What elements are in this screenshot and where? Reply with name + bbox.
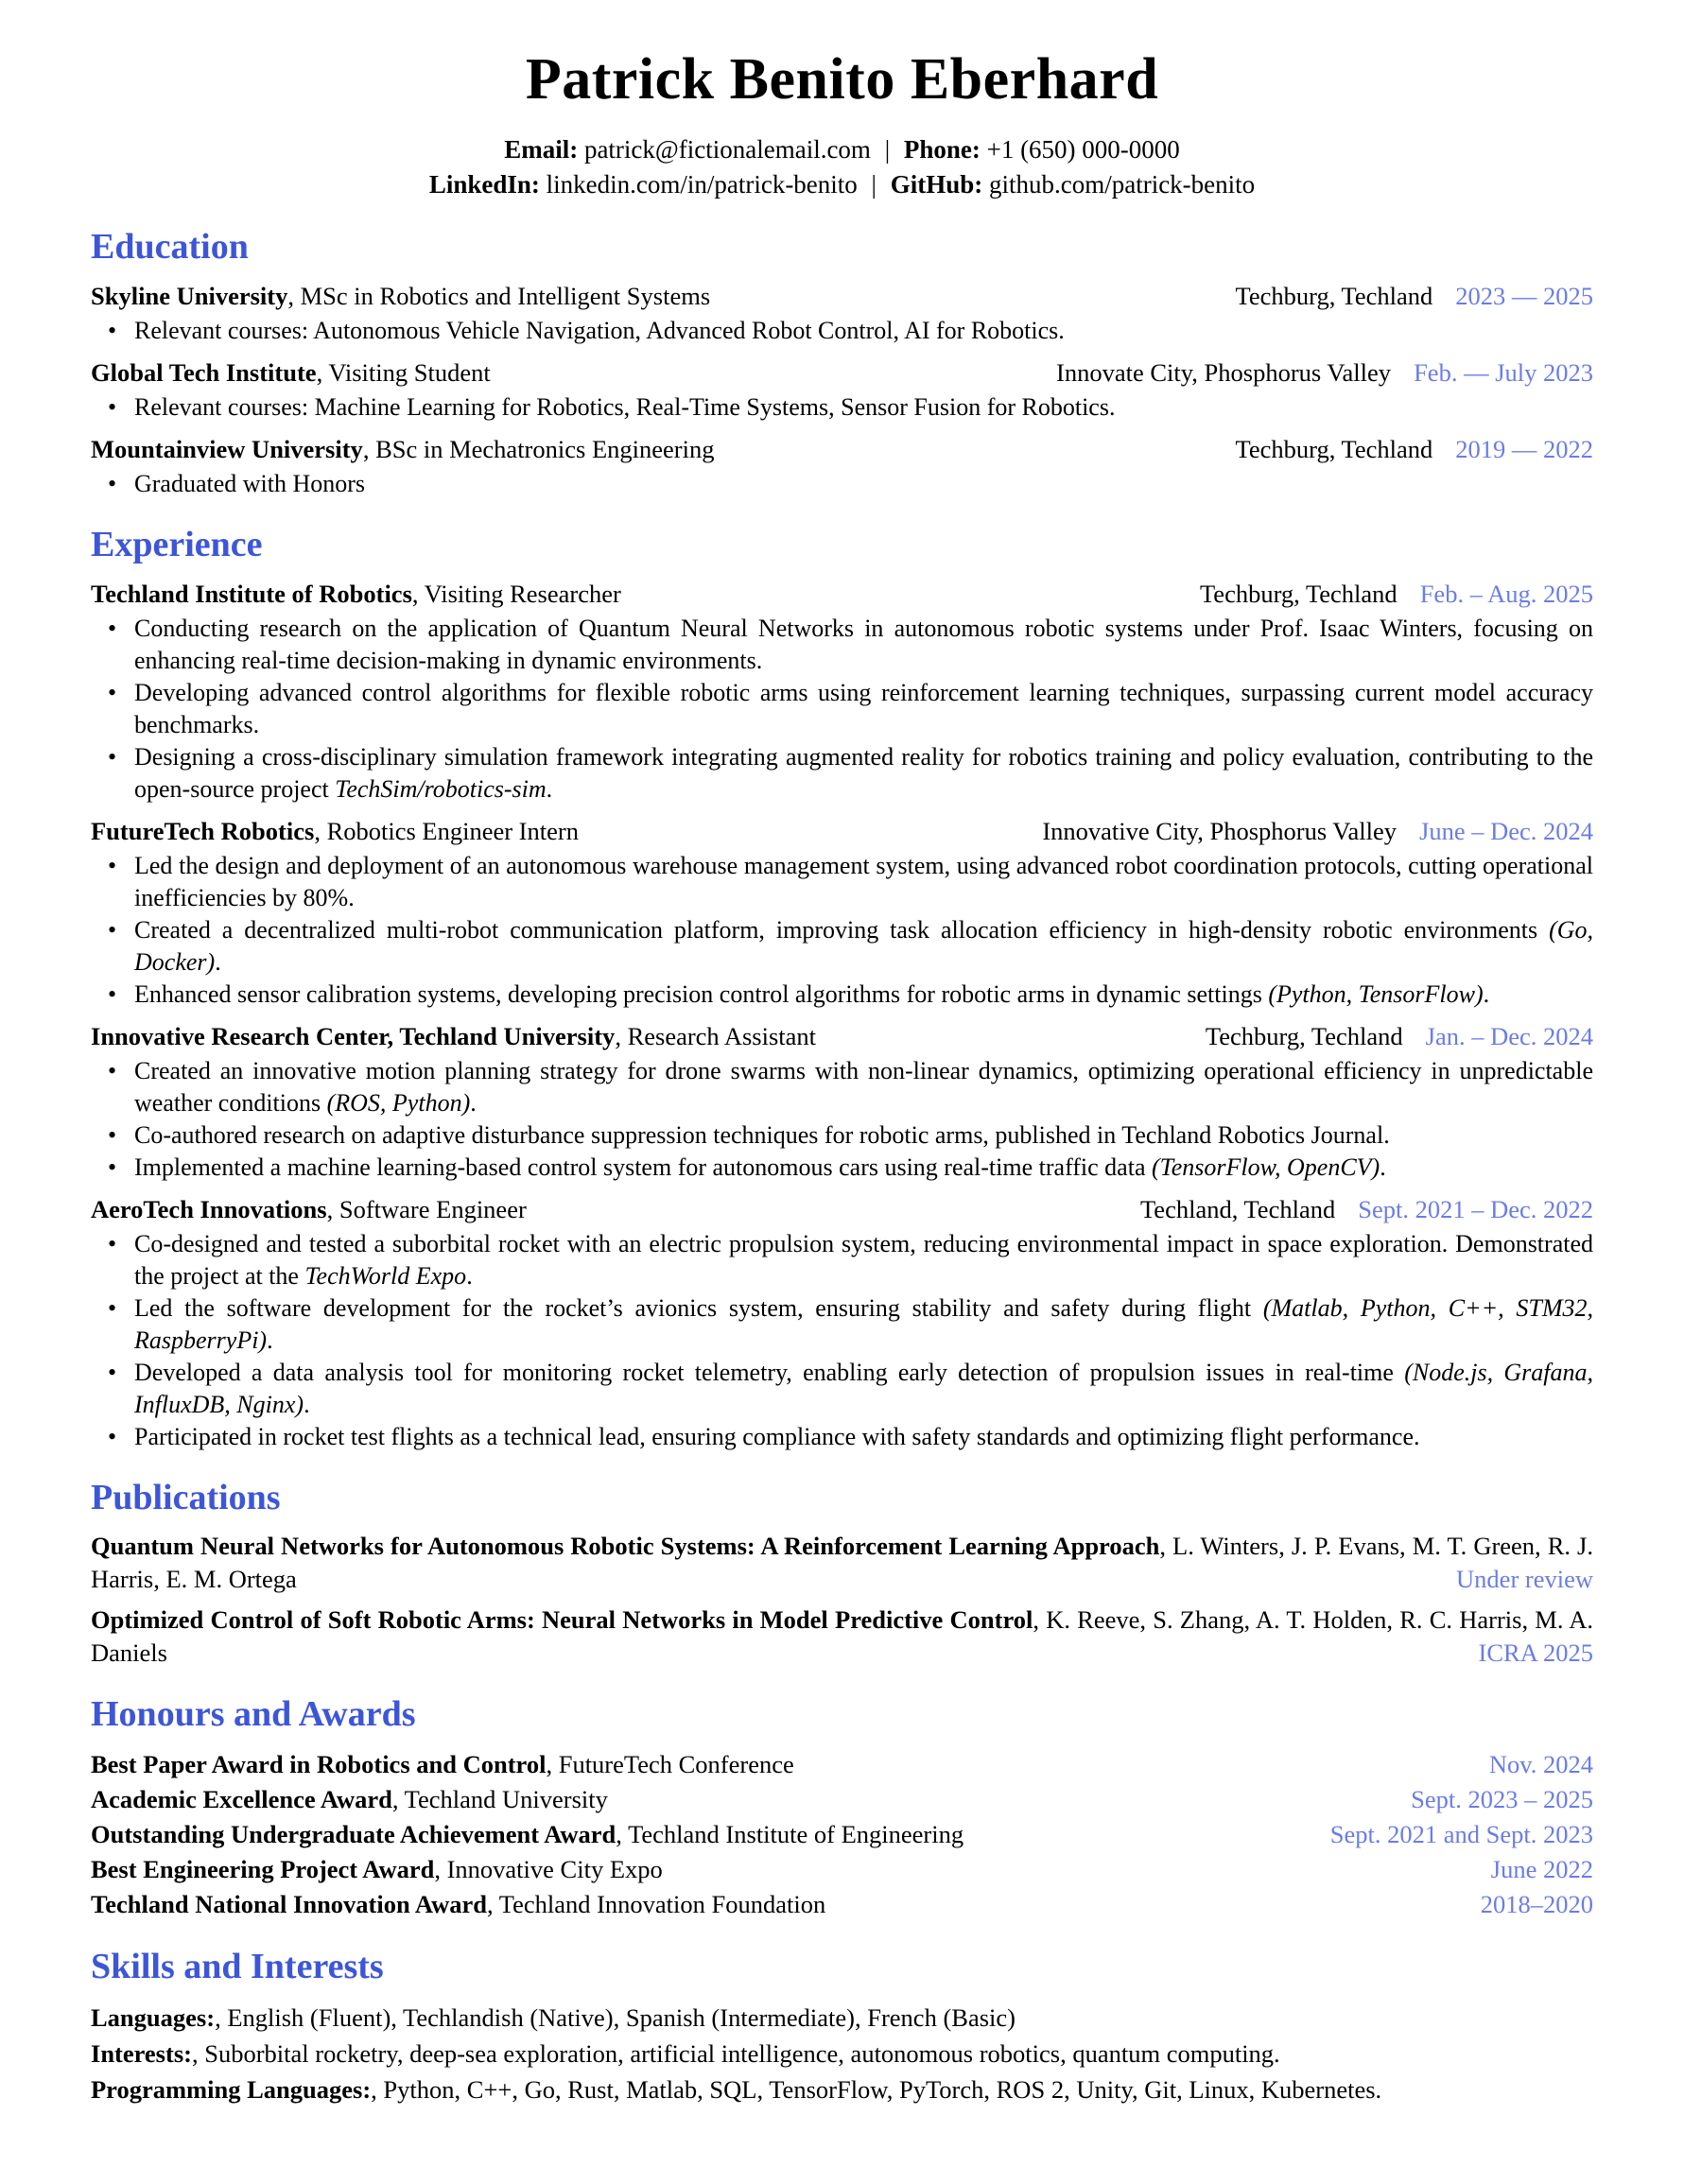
entry-meta: [1187, 1020, 1593, 1053]
entry-meta: [1217, 280, 1593, 313]
bullet-list: [91, 468, 1593, 500]
bullet-text: TechSim/robotics-sim: [335, 774, 547, 803]
award-row: [91, 1887, 1593, 1922]
bullet-item: [91, 741, 1593, 806]
bullet-item: [91, 391, 1593, 424]
entry: [91, 815, 1593, 1011]
entry-title: [91, 356, 491, 390]
entry: [91, 1193, 1593, 1453]
publication-item: [91, 1530, 1593, 1596]
section-title-awards: Honours and Awards: [91, 1694, 416, 1735]
bullet-text: Relevant courses: Machine Learning for Robotics, Real-Time Systems, Sensor Fusion for Robotics.: [134, 392, 1116, 421]
entry-organization: Skyline University: [91, 281, 288, 310]
skill-row: [91, 2071, 1593, 2107]
linkedin-label: LinkedIn:: [428, 170, 540, 199]
bullet-item: [91, 1152, 1593, 1184]
award-row: [91, 1747, 1593, 1782]
awards-items: [91, 1747, 1593, 1922]
bullet-item: [91, 315, 1593, 347]
publication-authors: , K. Reeve, S. Zhang, A. T. Holden, R. C. Harris, M. A. Daniels: [91, 1605, 1593, 1668]
publication-title: Quantum Neural Networks for Autonomous Robotic Systems: A Reinforcement Learning Approach: [91, 1532, 1160, 1561]
entry-meta: [1217, 433, 1593, 466]
bullet-item: [91, 1357, 1593, 1421]
section-experience: [91, 525, 1593, 1453]
entry-dates: Feb. — July 2023: [1414, 357, 1593, 387]
entry-role: , Research Assistant: [615, 1021, 817, 1050]
bullet-text: Developed a data analysis tool for monitoring rocket telemetry, enabling early detection of propulsion issues in real-time: [134, 1358, 1405, 1386]
bullet-item: [91, 1228, 1593, 1292]
entry-meta: [1121, 1193, 1593, 1226]
email-label: Email:: [504, 135, 579, 165]
bullet-list: [91, 1055, 1593, 1184]
entry-role: , Software Engineer: [326, 1194, 527, 1223]
contact-line-2: [91, 167, 1593, 202]
publication-authors: , L. Winters, J. P. Evans, M. T. Green, R. J. Harris, E. M. Ortega: [91, 1532, 1593, 1594]
bullet-item: [91, 979, 1593, 1011]
skills-items: [91, 2000, 1593, 2107]
publications-items: [91, 1530, 1593, 1670]
skill-row: [91, 2000, 1593, 2036]
bullet-text: (Go, Docker): [134, 915, 1593, 976]
entry-dates: Feb. – Aug. 2025: [1419, 579, 1593, 608]
skill-text: , English (Fluent), Techlandish (Native), Spanish (Intermediate), French (Basic): [215, 2002, 1016, 2032]
award-row: [91, 1817, 1593, 1852]
skill-text: , Suborbital rocketry, deep-sea exploration, artificial intelligence, autonomous robotics, quantum computing.: [191, 2038, 1280, 2068]
bullet-text: Developing advanced control algorithms for flexible robotic arms using reinforcement learning techniques, surpassing current model accuracy benchmarks.: [134, 678, 1593, 738]
education-entries: [91, 280, 1593, 500]
entry-dates: Jan. – Dec. 2024: [1425, 1021, 1593, 1050]
entry-title: [91, 815, 579, 848]
bullet-list: [91, 1228, 1593, 1453]
award-org: , Techland Innovation Foundation: [486, 1889, 826, 1918]
award-date: 2018–2020: [1480, 1889, 1593, 1918]
entry-role: , Visiting Researcher: [411, 579, 621, 608]
entry-dates: 2019 — 2022: [1455, 434, 1593, 463]
skill-label: Interests:: [91, 2038, 192, 2068]
bullet-text: .: [215, 947, 221, 976]
bullet-text: Co-designed and tested a suborbital rocket with an electric propulsion system, reducing environmental impact in space exploration. Demonstrated the project at the: [134, 1229, 1593, 1290]
experience-entries: [91, 578, 1593, 1453]
entry-header: [91, 356, 1593, 390]
entry-title: [91, 280, 710, 313]
award-name: Techland National Innovation Award: [91, 1889, 487, 1918]
bullet-text: (ROS, Python): [326, 1088, 471, 1117]
bullet-list: [91, 850, 1593, 1011]
entry-role: , MSc in Robotics and Intelligent Systems: [287, 281, 711, 310]
bullet-text: .: [470, 1088, 477, 1117]
entry-location: Techburg, Techland: [1199, 579, 1398, 608]
bullet-list: [91, 391, 1593, 424]
entry-header: [91, 578, 1593, 611]
bullet-item: [91, 1055, 1593, 1119]
bullet-text: Co-authored research on adaptive disturbance suppression techniques for robotic arms, published in Techland Robotics Journal.: [134, 1120, 1390, 1149]
entry-location: Techburg, Techland: [1205, 1021, 1403, 1050]
entry-organization: Innovative Research Center, Techland University: [91, 1021, 616, 1050]
award-title: [91, 1887, 825, 1922]
bullet-text: Participated in rocket test flights as a technical lead, ensuring compliance with safety standards and optimizing flight performance.: [134, 1422, 1420, 1450]
entry-role: , Robotics Engineer Intern: [314, 816, 579, 845]
bullet-text: (Python, TensorFlow): [1268, 979, 1484, 1008]
entry-organization: Techland Institute of Robotics: [91, 579, 412, 608]
entry: [91, 356, 1593, 424]
phone-value: +1 (650) 000-0000: [986, 135, 1180, 165]
award-title: [91, 1817, 964, 1852]
entry-header: [91, 1020, 1593, 1053]
skill-label: Programming Languages:: [91, 2074, 372, 2104]
bullet-item: [91, 914, 1593, 979]
award-title: [91, 1782, 608, 1817]
bullet-text: (Node.js, Grafana, InfluxDB, Nginx): [134, 1358, 1594, 1418]
award-org: , Techland University: [391, 1784, 608, 1813]
contact-line-1: [91, 132, 1593, 167]
award-name: Academic Excellence Award: [91, 1784, 392, 1813]
linkedin-link[interactable]: linkedin.com/in/patrick-benito: [546, 170, 858, 199]
entry-role: , BSc in Mechatronics Engineering: [362, 434, 715, 463]
award-date: Sept. 2021 and Sept. 2023: [1329, 1819, 1593, 1848]
entry: [91, 578, 1593, 806]
contact-separator: |: [884, 135, 891, 165]
bullet-list: [91, 315, 1593, 347]
entry-header: [91, 433, 1593, 466]
github-label: GitHub:: [890, 170, 983, 199]
award-org: , FutureTech Conference: [546, 1749, 794, 1778]
award-row: [91, 1852, 1593, 1887]
section-awards: [91, 1694, 1593, 1922]
entry-organization: Global Tech Institute: [91, 357, 317, 387]
skill-text: , Python, C++, Go, Rust, Matlab, SQL, TensorFlow, PyTorch, ROS 2, Unity, Git, Linux, Kubernetes.: [371, 2074, 1382, 2104]
award-org: , Techland Institute of Engineering: [616, 1819, 964, 1848]
bullet-item: [91, 1421, 1593, 1453]
award-date: Sept. 2023 – 2025: [1411, 1784, 1593, 1813]
bullet-text: Led the design and deployment of an autonomous warehouse management system, using advanced robot coordination protocols, cutting operational inefficiencies by 80%.: [134, 851, 1593, 911]
entry-role: , Visiting Student: [316, 357, 491, 387]
entry-header: [91, 280, 1593, 313]
bullet-text: Conducting research on the application of Quantum Neural Networks in autonomous robotic systems under Prof. Isaac Winters, focusing on enhancing real-time decision-making in dynamic environments.: [134, 614, 1593, 674]
contact-separator: |: [871, 170, 877, 199]
award-name: Best Paper Award in Robotics and Control: [91, 1749, 547, 1778]
bullet-item: [91, 850, 1593, 914]
email-link[interactable]: patrick@fictionalemail.com: [583, 135, 871, 165]
section-title-education: Education: [91, 227, 249, 268]
entry-title: [91, 433, 714, 466]
bullet-text: Graduated with Honors: [134, 469, 366, 497]
publication-title: Optimized Control of Soft Robotic Arms: Neural Networks in Model Predictive Control: [91, 1605, 1033, 1635]
bullet-text: .: [546, 774, 553, 803]
person-name: Patrick Benito Eberhard: [525, 47, 1159, 112]
section-skills: [91, 1947, 1593, 2107]
publication-status: Under review: [1443, 1563, 1593, 1596]
entry-title: [91, 1020, 816, 1053]
bullet-item: [91, 468, 1593, 500]
bullet-text: .: [466, 1261, 473, 1290]
bullet-text: (Matlab, Python, C++, STM32, RaspberryPi): [134, 1293, 1593, 1354]
bullet-text: (TensorFlow, OpenCV): [1151, 1153, 1380, 1181]
award-date: Nov. 2024: [1488, 1749, 1593, 1778]
bullet-text: Implemented a machine learning-based control system for autonomous cars using real-time traffic data: [134, 1153, 1152, 1181]
bullet-text: .: [304, 1390, 310, 1418]
entry-dates: 2023 — 2025: [1455, 281, 1593, 310]
bullet-text: .: [1380, 1153, 1386, 1181]
entry-header: [91, 815, 1593, 848]
bullet-text: .: [267, 1326, 273, 1354]
entry-location: Techland, Techland: [1139, 1194, 1336, 1223]
award-row: [91, 1782, 1593, 1817]
bullet-text: Created an innovative motion planning strategy for drone swarms with non-linear dynamics, optimizing operational efficiency in unpredictable weather conditions: [134, 1056, 1593, 1117]
entry-header: [91, 1193, 1593, 1226]
publication-item: [91, 1603, 1593, 1670]
entry-meta: [1181, 578, 1593, 611]
section-publications: [91, 1478, 1593, 1671]
phone-label: Phone:: [903, 135, 981, 165]
award-date: June 2022: [1490, 1854, 1593, 1883]
github-link[interactable]: github.com/patrick-benito: [988, 170, 1256, 199]
bullet-text: .: [1483, 979, 1490, 1008]
award-title: [91, 1747, 794, 1782]
entry-organization: FutureTech Robotics: [91, 816, 315, 845]
entry-location: Innovate City, Phosphorus Valley: [1056, 357, 1392, 387]
entry: [91, 280, 1593, 347]
entry-location: Innovative City, Phosphorus Valley: [1042, 816, 1397, 845]
entry: [91, 433, 1593, 500]
entry-meta: [1037, 356, 1593, 390]
bullet-item: [91, 1119, 1593, 1152]
bullet-text: Created a decentralized multi-robot communication platform, improving task allocation efficiency in high-density robotic environments: [134, 915, 1550, 944]
skill-label: Languages:: [91, 2002, 216, 2032]
bullet-text: Enhanced sensor calibration systems, developing precision control algorithms for robotic arms in dynamic settings: [134, 979, 1269, 1008]
bullet-item: [91, 677, 1593, 741]
section-title-publications: Publications: [91, 1477, 281, 1517]
entry-location: Techburg, Techland: [1235, 281, 1433, 310]
award-name: Outstanding Undergraduate Achievement Award: [91, 1819, 616, 1848]
award-org: , Innovative City Expo: [434, 1854, 663, 1883]
bullet-text: Relevant courses: Autonomous Vehicle Navigation, Advanced Robot Control, AI for Robotics.: [134, 316, 1065, 344]
entry-meta: [1023, 815, 1593, 848]
bullet-item: [91, 1292, 1593, 1357]
entry-dates: June – Dec. 2024: [1419, 816, 1593, 845]
section-title-experience: Experience: [91, 524, 263, 564]
entry: [91, 1020, 1593, 1184]
entry-location: Techburg, Techland: [1235, 434, 1433, 463]
publication-status: ICRA 2025: [1466, 1637, 1593, 1670]
section-title-skills: Skills and Interests: [91, 1946, 384, 1986]
bullet-list: [91, 613, 1593, 806]
award-title: [91, 1852, 663, 1887]
skill-row: [91, 2036, 1593, 2071]
entry-organization: AeroTech Innovations: [91, 1194, 327, 1223]
award-name: Best Engineering Project Award: [91, 1854, 435, 1883]
entry-title: [91, 1193, 527, 1226]
bullet-text: Designing a cross-disciplinary simulation framework integrating augmented reality for robotics training and policy evaluation, contributing to the open-source project: [134, 742, 1593, 803]
bullet-text: TechWorld Expo: [304, 1261, 467, 1290]
entry-organization: Mountainview University: [91, 434, 363, 463]
section-education: [91, 227, 1593, 500]
bullet-text: Led the software development for the rocket’s avionics system, ensuring stability and safety during flight: [134, 1293, 1263, 1322]
bullet-item: [91, 613, 1593, 677]
entry-title: [91, 578, 621, 611]
entry-dates: Sept. 2021 – Dec. 2022: [1358, 1194, 1593, 1223]
